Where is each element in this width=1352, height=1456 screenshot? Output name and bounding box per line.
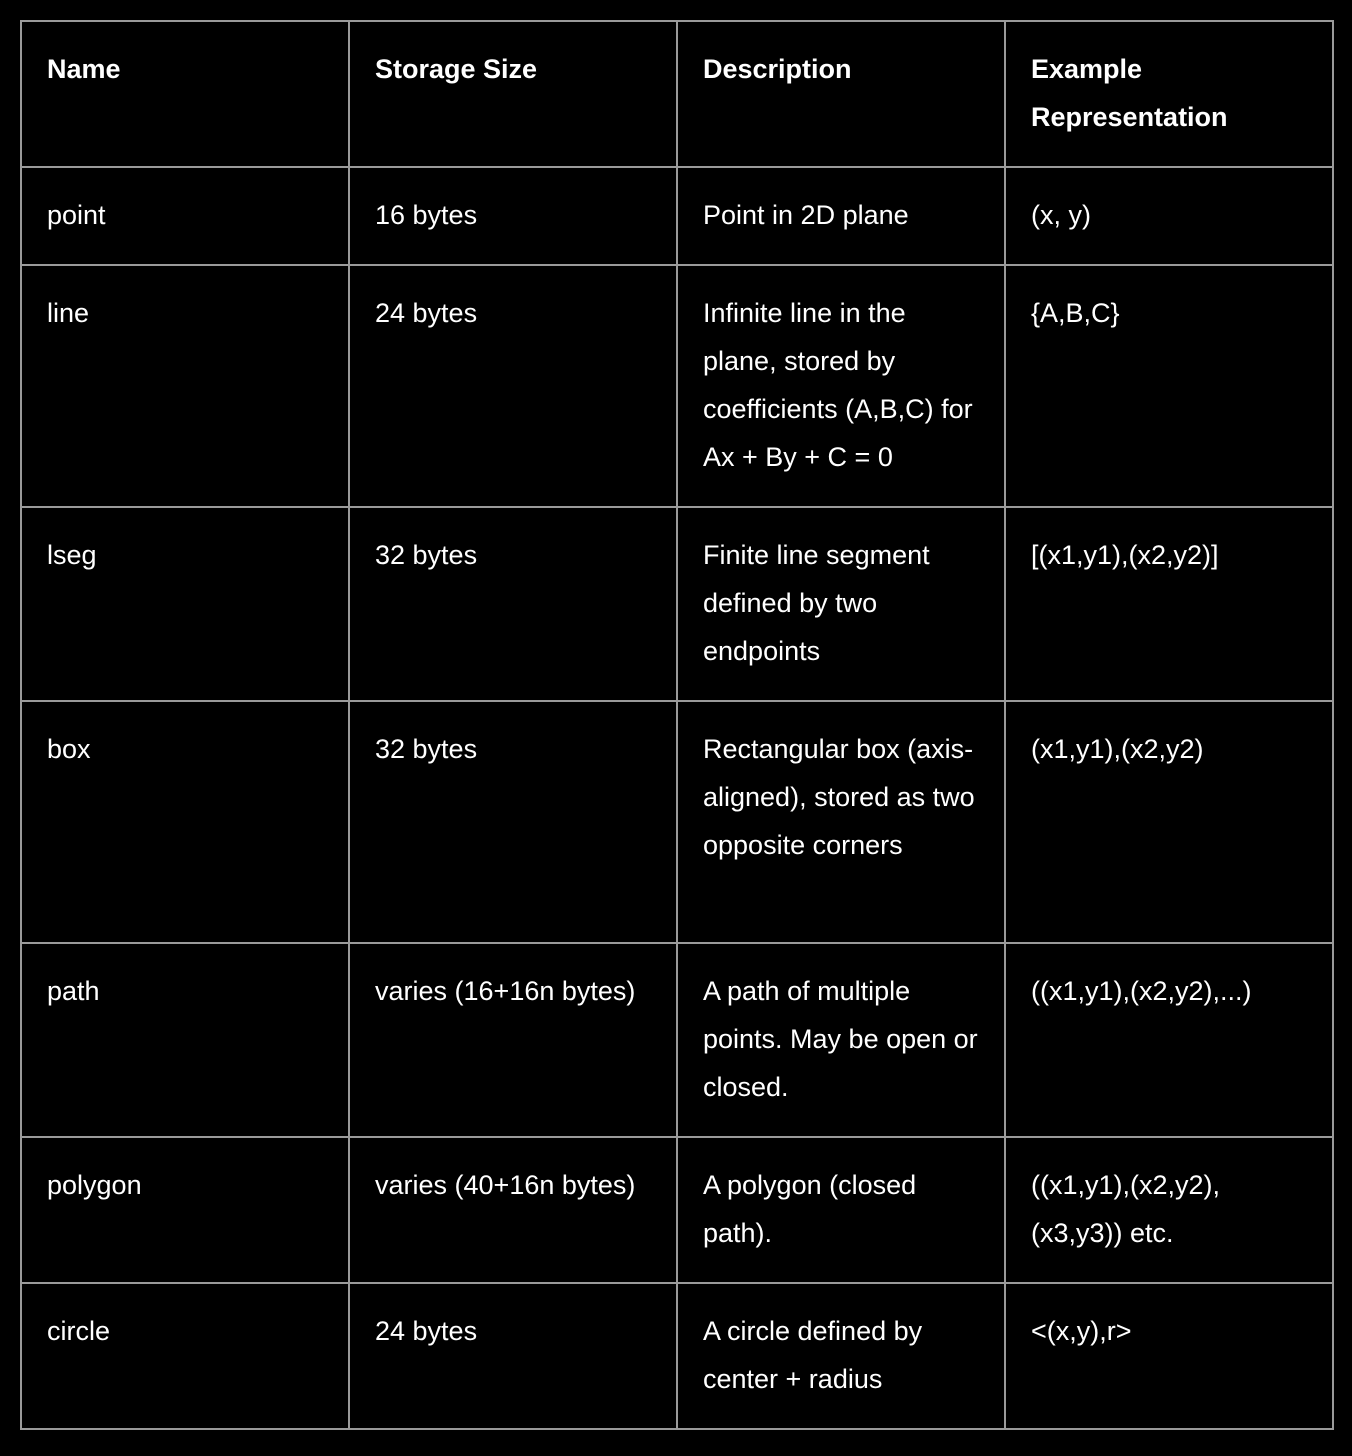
table-row bbox=[21, 943, 1333, 1137]
cell-name: lseg bbox=[21, 507, 349, 701]
cell-storage-size: varies (40+16n bytes) bbox=[349, 1137, 677, 1283]
geometric-types-table bbox=[20, 20, 1334, 1430]
cell-description: A circle defined by center + radius bbox=[677, 1283, 1005, 1429]
header-storage-size: Storage Size bbox=[349, 21, 677, 167]
cell-description: A path of multiple points. May be open or closed. bbox=[677, 943, 1005, 1137]
cell-example: (x, y) bbox=[1005, 167, 1333, 265]
cell-storage-size: 24 bytes bbox=[349, 265, 677, 507]
table-row bbox=[21, 701, 1333, 943]
table-row bbox=[21, 1137, 1333, 1283]
cell-description: Point in 2D plane bbox=[677, 167, 1005, 265]
table-row bbox=[21, 167, 1333, 265]
cell-example: <(x,y),r> bbox=[1005, 1283, 1333, 1429]
header-description: Description bbox=[677, 21, 1005, 167]
cell-example: [(x1,y1),(x2,y2)] bbox=[1005, 507, 1333, 701]
geometric-types-table-container bbox=[20, 20, 1332, 1430]
cell-name: polygon bbox=[21, 1137, 349, 1283]
table-row bbox=[21, 265, 1333, 507]
table-row bbox=[21, 507, 1333, 701]
header-name: Name bbox=[21, 21, 349, 167]
table-header-row bbox=[21, 21, 1333, 167]
cell-storage-size: 16 bytes bbox=[349, 167, 677, 265]
table-row bbox=[21, 1283, 1333, 1429]
cell-description: A polygon (closed path). bbox=[677, 1137, 1005, 1283]
header-example-representation: Example Representation bbox=[1005, 21, 1333, 167]
cell-name: circle bbox=[21, 1283, 349, 1429]
cell-storage-size: 32 bytes bbox=[349, 507, 677, 701]
cell-name: line bbox=[21, 265, 349, 507]
cell-example: (x1,y1),(x2,y2) bbox=[1005, 701, 1333, 943]
cell-description: Infinite line in the plane, stored by coefficients (A,B,C) for Ax + By + C = 0 bbox=[677, 265, 1005, 507]
cell-example: ((x1,y1),(x2,y2),(x3,y3)) etc. bbox=[1005, 1137, 1333, 1283]
cell-name: path bbox=[21, 943, 349, 1137]
cell-storage-size: 24 bytes bbox=[349, 1283, 677, 1429]
cell-name: box bbox=[21, 701, 349, 943]
cell-name: point bbox=[21, 167, 349, 265]
cell-example: {A,B,C} bbox=[1005, 265, 1333, 507]
cell-storage-size: varies (16+16n bytes) bbox=[349, 943, 677, 1137]
cell-description: Finite line segment defined by two endpoints bbox=[677, 507, 1005, 701]
cell-example: ((x1,y1),(x2,y2),...) bbox=[1005, 943, 1333, 1137]
cell-storage-size: 32 bytes bbox=[349, 701, 677, 943]
cell-description: Rectangular box (axis-aligned), stored as two opposite corners bbox=[677, 701, 1005, 943]
